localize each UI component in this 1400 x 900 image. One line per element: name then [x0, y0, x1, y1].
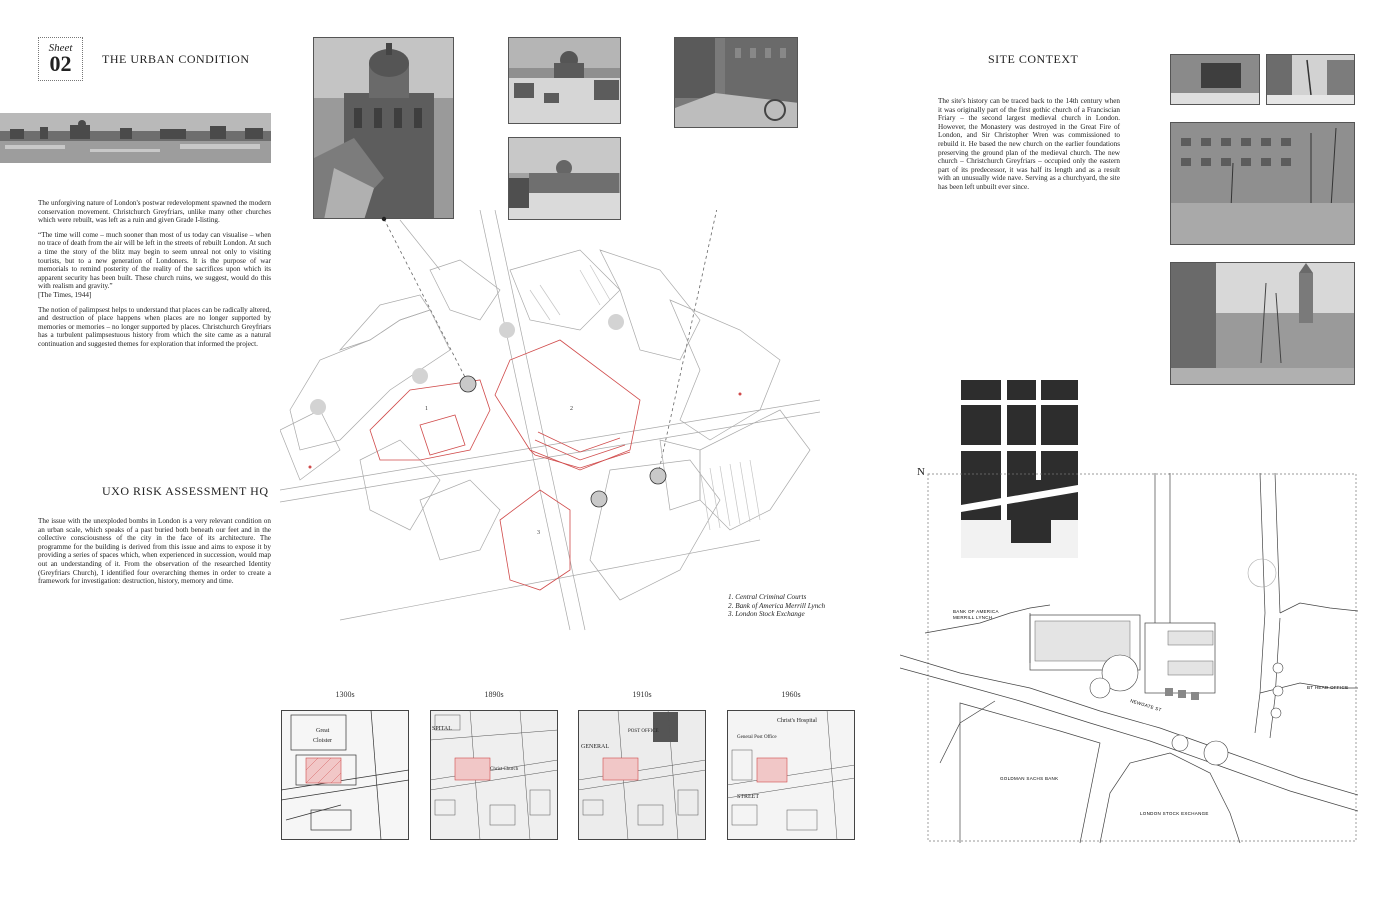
uxo-text: The issue with the unexploded bombs in London is a very relevant condition on an urban scale, which speaks of a past buried both beneath our feet and in the collective consciousness of the city in the face of its architecture. The programme for the building is derived from this issue and aims to expose it by providing a series of spaces which, when experienced in succession, would map out an understanding of it. From the observation of the researched Identity (Greyfriars Church), I identified four overarching themes in order to create a framework for investigation: destruction, history, memory and time. [38, 517, 271, 586]
plan-label-newgate-st: NEWGATE ST [1129, 698, 1163, 713]
axo-label-1: 1 [425, 406, 428, 412]
site-photo-1 [1170, 54, 1260, 105]
paragraph-2-quote: “The time will come – much sooner than most of us today can visualise – when no trace of death from the air will be left in the streets of rebuilt London. At such a time the story of the blitz may begin to seem unreal not only to visiting tourists, but to a new generation of Londoners. It is the purpose of war memorials to remind posterity of the reality of the sacrifices upon which its apparent security has been built. These church ruins, we suggest, would do this with realism and gravity.” [38, 230, 271, 291]
st-pauls-ruins-photo-2 [508, 137, 621, 220]
site-plan [900, 473, 1358, 845]
plan-label-goldman-sachs: GOLDMAN SACHS BANK [1000, 776, 1059, 781]
map1960-text-2: General Post Office [737, 735, 777, 740]
axonometric-diagram [280, 210, 820, 640]
map-year-1960s: 1960s [781, 690, 801, 699]
old-bailey-illustration [314, 38, 454, 219]
uxo-title: UXO RISK ASSESSMENT HQ [102, 484, 269, 498]
sheet-badge [38, 37, 83, 81]
page-title: THE URBAN CONDITION [102, 52, 250, 66]
legend-item-2: 2. Bank of America Merrill Lynch [728, 601, 826, 610]
site-context-text: The site's history can be traced back to the 14th century when it was originally part of the first gothic church of a Franciscian Friary – the second largest medieval church in London. However, the Monastery was destroyed in the Great Fire of London, and Sir Christopher Wren was commissioned to rebuild it. He based the new church on the earlier foundations preserving the ground plan of the medieval church. The new church – Christchurch Greyfriars – occupied only the eastern part of its predecessor, it was half its length and as a result with an unusually wide nave. Serving as a churchyard, the site has been left unbuilt ever since. [938, 97, 1120, 191]
map1960-text-1: Christ's Hospital [777, 718, 817, 724]
paragraph-4: The notion of palimpsest helps to understand that places can be radically altered, and destruction of place happens when places are no longer supported by memories or memories – no longer supported by places. Christchurch Greyfriars has a turbulent palimpsestuous history from which the site came as a natural continuation and suggested themes for exploration that informed the project. [38, 305, 271, 348]
paragraph-3-citation: [The Times, 1944] [38, 290, 92, 299]
site-photo-3 [1170, 122, 1355, 245]
panorama-photo [0, 113, 271, 163]
axo-label-2: 2 [570, 406, 573, 412]
street-ruins-illustration [675, 38, 798, 128]
st-pauls-ruins-illustration-2 [509, 138, 621, 220]
plan-label-bank-america: BANK OF AMERICA [953, 609, 999, 614]
site-photo-illustration-2 [1267, 55, 1355, 105]
map1890-text-1: SPITAL [432, 726, 452, 732]
map-year-1890s: 1890s [484, 690, 504, 699]
panorama-illustration [0, 113, 271, 163]
sheet-number: 02 [49, 51, 72, 76]
north-arrow: N [917, 466, 925, 478]
map-year-1300s: 1300s [335, 690, 355, 699]
historic-map-1890s [430, 710, 558, 840]
map1910-text-1: GENERAL [581, 744, 609, 750]
plan-label-lse: LONDON STOCK EXCHANGE [1140, 811, 1209, 816]
site-context-title: SITE CONTEXT [988, 52, 1079, 66]
axo-label-3: 3 [537, 530, 540, 536]
street-ruins-photo [674, 37, 798, 128]
map1910-text-2: POST OFFICE [628, 729, 659, 734]
legend-item-1: 1. Central Criminal Courts [728, 593, 807, 601]
plan-label-bt-head-office: BT HEAD OFFICE [1307, 685, 1349, 690]
map1890-text-2: Christ Church [490, 767, 519, 772]
old-bailey-photo [313, 37, 454, 219]
historic-map-1910s [578, 710, 706, 840]
historic-map-1300s [281, 710, 409, 840]
map-year-1910s: 1910s [632, 690, 652, 699]
site-photo-illustration-1 [1171, 55, 1260, 105]
map1960-text-3: STREET [737, 794, 759, 800]
paragraph-1: The unforgiving nature of London's postwar redevelopment spawned the modern conservation movement. Christchurch Greyfriars, unlike many other churches which were rebuilt, was left as a ruin and given Grade I-listing. [38, 199, 271, 225]
axo-legend [728, 593, 825, 619]
st-pauls-ruins-photo-1 [508, 37, 621, 124]
site-photo-2 [1266, 54, 1355, 105]
site-photo-illustration-4 [1171, 263, 1355, 385]
st-pauls-ruins-illustration-1 [509, 38, 621, 124]
map1300-text-2: Cloister [313, 738, 332, 744]
sheet-label: Sheet [48, 42, 73, 54]
plan-label-merrill-lynch: MERRILL LYNCH [953, 615, 993, 620]
site-photo-4 [1170, 262, 1355, 385]
legend-item-3: 3. London Stock Exchange [728, 610, 805, 618]
urban-condition-text [38, 199, 271, 355]
site-photo-illustration-3 [1171, 123, 1355, 245]
historic-map-1960s [727, 710, 855, 840]
map1300-text-1: Great [316, 728, 330, 734]
